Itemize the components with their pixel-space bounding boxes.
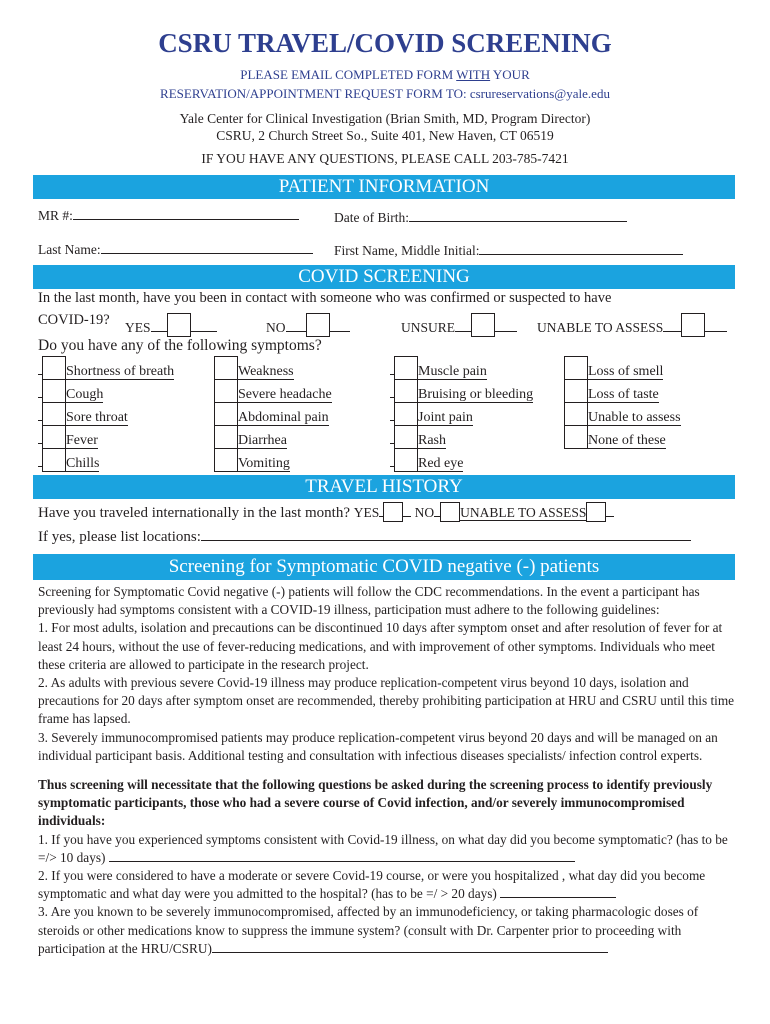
symptom-checkbox[interactable] (394, 425, 418, 449)
guideline-point-2: 2. As adults with previous severe Covid-19 illness may produce replication-competent virus beyond 10 days, isolation and precautions for 20 days after symptom onset are recommended, thereby prohibiting participation at HRU and CSRU until this time frame has lapsed. (38, 675, 735, 727)
symptom-checkbox[interactable] (394, 448, 418, 472)
symptom-label: Rash (418, 433, 446, 448)
contact-yes-checkbox[interactable] (167, 313, 191, 337)
screening-answer-3-line[interactable] (212, 940, 608, 953)
symptom-label: Unable to assess (588, 410, 681, 425)
first-name-label: First Name, Middle Initial: (334, 243, 480, 258)
last-name-field (38, 241, 313, 258)
dob-input-line[interactable] (409, 209, 627, 222)
address-line2: CSRU, 2 Church Street So., Suite 401, New Haven, CT 06519 (216, 128, 554, 143)
contact-unable-checkbox[interactable] (681, 313, 705, 337)
dob-field (334, 209, 627, 226)
symptom-item (564, 356, 663, 380)
symptom-item (214, 379, 332, 403)
symptom-item (214, 402, 329, 426)
locations-field (38, 528, 691, 546)
symptom-label: Vomiting (238, 456, 290, 471)
symptom-label: Muscle pain (418, 364, 487, 379)
contact-unsure-label: UNSURE (401, 320, 456, 335)
covid-screening-heading: COVID SCREENING (33, 265, 735, 289)
symptom-item (390, 448, 463, 472)
symptom-item (390, 425, 446, 449)
symptom-checkbox[interactable] (42, 356, 66, 380)
symptoms-question: Do you have any of the following symptoms? (38, 337, 322, 354)
screening-question-1-text: 1. If you have you experienced symptoms consistent with Covid-19 illness, on what day did you become symptomatic? (has to be =/> 10 days) (38, 831, 728, 865)
symptom-label: Diarrhea (238, 433, 287, 448)
symptom-label: Cough (66, 387, 104, 402)
symptomatic-body (38, 583, 738, 958)
last-name-label: Last Name: (38, 242, 101, 257)
symptom-item (390, 379, 533, 403)
symptom-label: Shortness of breath (66, 364, 175, 379)
contact-no-label: NO (266, 320, 286, 335)
travel-yes-checkbox[interactable] (383, 502, 403, 522)
symptom-checkbox[interactable] (214, 402, 238, 426)
contact-unable-label: UNABLE TO ASSESS (537, 320, 664, 335)
first-name-field (334, 242, 683, 259)
travel-unable-checkbox[interactable] (586, 502, 606, 522)
email-text-b: YOUR (490, 67, 530, 82)
screening-question-3-text: 3. Are you known to be severely immunocompromised, affected by an immunodeficiency, or taking pharmacologic doses of steroids or other medications know to suppress the immune system? (consult with Dr. Carpenter prior to proceeding with participation at the HRU/CSRU) (38, 904, 699, 956)
screening-question-3 (38, 903, 738, 958)
symptomatic-intro: Screening for Symptomatic Covid negative (-) patients will follow the CDC recommendations. In the event a participant has previously had symptoms consistent with a COVID-19 illness, participation must adhere to the following guidelines: (38, 584, 700, 618)
locations-label: If yes, please list locations: (38, 529, 201, 545)
symptom-label: Loss of smell (588, 364, 664, 379)
travel-history-heading: TRAVEL HISTORY (33, 475, 735, 499)
mr-field (38, 207, 299, 224)
symptom-checkbox[interactable] (394, 379, 418, 403)
screening-answer-2-line[interactable] (500, 885, 616, 898)
form-title: CSRU TRAVEL/COVID SCREENING (158, 28, 612, 58)
symptomatic-heading: Screening for Symptomatic COVID negative (-) patients (33, 554, 735, 580)
symptom-label: Weakness (238, 364, 294, 379)
contact-yes-label: YES (125, 320, 151, 335)
symptom-label: Sore throat (66, 410, 128, 425)
symptom-checkbox[interactable] (214, 379, 238, 403)
symptom-item (390, 356, 487, 380)
symptom-item (564, 379, 659, 403)
symptom-item (390, 402, 473, 426)
symptom-checkbox[interactable] (394, 356, 418, 380)
mr-input-line[interactable] (73, 207, 299, 220)
symptom-checkbox[interactable] (42, 448, 66, 472)
symptom-checkbox[interactable] (42, 402, 66, 426)
symptom-item (38, 356, 174, 380)
travel-unable-label: UNABLE TO ASSESS (460, 505, 587, 520)
symptom-label: Fever (66, 433, 98, 448)
symptom-checkbox[interactable] (564, 425, 588, 449)
travel-no-checkbox[interactable] (440, 502, 460, 522)
symptom-item (214, 448, 290, 472)
symptom-label: Chills (66, 456, 100, 471)
symptom-checkbox[interactable] (42, 425, 66, 449)
email-instruction-line2: RESERVATION/APPOINTMENT REQUEST FORM TO: csrureservations@yale.edu (160, 86, 610, 101)
symptom-checkbox[interactable] (394, 402, 418, 426)
symptom-checkbox[interactable] (42, 379, 66, 403)
symptom-item (564, 402, 681, 426)
contact-question-line2: COVID-19? (38, 312, 110, 328)
dob-label: Date of Birth: (334, 210, 409, 225)
symptom-checkbox[interactable] (214, 425, 238, 449)
email-instruction-line1 (0, 67, 770, 83)
contact-unsure-checkbox[interactable] (471, 313, 495, 337)
symptom-label: Joint pain (418, 410, 473, 425)
symptom-checkbox[interactable] (564, 356, 588, 380)
symptom-checkbox[interactable] (564, 402, 588, 426)
last-name-input-line[interactable] (101, 241, 313, 254)
symptom-item (214, 425, 287, 449)
email-text-with: WITH (456, 67, 491, 82)
symptom-label: Bruising or bleeding (418, 387, 534, 402)
symptom-item (214, 356, 294, 380)
symptom-label: Severe headache (238, 387, 332, 402)
symptom-label: None of these (588, 433, 666, 448)
contact-no-checkbox[interactable] (306, 313, 330, 337)
screening-question-2 (38, 867, 738, 903)
contact-no-option (266, 313, 350, 337)
symptom-item (38, 425, 98, 449)
screening-answer-1-line[interactable] (109, 849, 575, 862)
symptom-item (564, 425, 666, 449)
travel-question-text: Have you traveled internationally in the last month? (38, 505, 350, 521)
contact-question-line1: In the last month, have you been in contact with someone who was confirmed or suspected to have (38, 290, 612, 306)
travel-question (38, 502, 614, 522)
symptom-checkbox[interactable] (214, 448, 238, 472)
symptom-item (38, 402, 128, 426)
locations-input-line[interactable] (201, 528, 691, 541)
screening-question-1 (38, 831, 738, 867)
symptom-label: Red eye (418, 456, 464, 471)
symptom-checkbox[interactable] (214, 356, 238, 380)
address-line1: Yale Center for Clinical Investigation (Brian Smith, MD, Program Director) (179, 111, 591, 126)
screening-bold-statement: Thus screening will necessitate that the following questions be asked during the screening process to identify previously symptomatic participants, those who had a severe course of Covid infection, and/or severely immunocompromised individuals: (38, 777, 713, 829)
contact-yes-option (125, 313, 217, 337)
first-name-input-line[interactable] (479, 242, 683, 255)
guideline-point-1: 1. For most adults, isolation and precautions can be discontinued 10 days after symptom onset and after resolution of fever for at least 24 hours, without the use of fever-reducing medications, and with improvement of other symptoms. Individuals who meet these criteria are allowed to participate in the research project. (38, 620, 723, 672)
questions-line: IF YOU HAVE ANY QUESTIONS, PLEASE CALL 203-785-7421 (201, 151, 569, 166)
mr-label: MR #: (38, 208, 73, 223)
symptom-checkbox[interactable] (564, 379, 588, 403)
symptom-label: Loss of taste (588, 387, 659, 402)
symptom-item (38, 448, 99, 472)
symptom-item (38, 379, 103, 403)
patient-info-heading: PATIENT INFORMATION (33, 175, 735, 199)
guideline-point-3: 3. Severely immunocompromised patients may produce replication-competent virus beyond 20 days and will be managed on an individual participant basis. Additional testing and consultation with infectious diseases specialists/ infection control experts. (38, 729, 718, 763)
travel-yes-label: YES (353, 505, 380, 520)
email-text-a: PLEASE EMAIL COMPLETED FORM (240, 67, 457, 82)
symptom-label: Abdominal pain (238, 410, 329, 425)
screening-question-2-text: 2. If you were considered to have a moderate or severe Covid-19 course, or were you hospitalized , what day did you become symptomatic and what day were you admitted to the hospital? (has to be =/ > 20 days) (38, 868, 706, 902)
contact-unsure-option (401, 313, 517, 337)
contact-unable-option (537, 313, 727, 337)
travel-no-label: NO (414, 505, 435, 520)
